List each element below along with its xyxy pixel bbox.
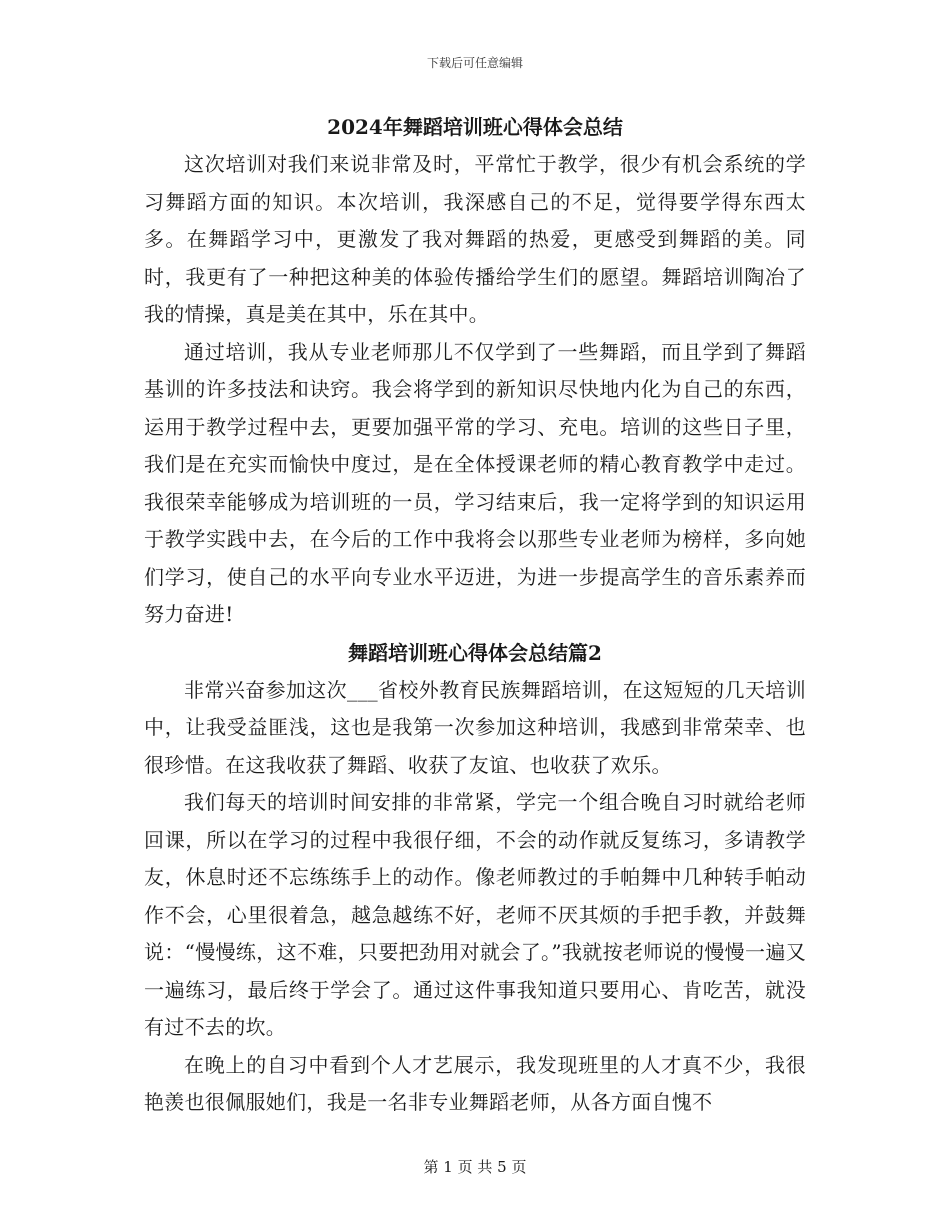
section-2-paragraph-3: 在晚上的自习中看到个人才艺展示，我发现班里的人才真不少，我很艳羡也很佩服她们，我是一名非专业舞蹈老师，从各方面自愧不 (144, 1052, 806, 1114)
section-1-title: 2024年舞蹈培训班心得体会总结 (327, 115, 623, 139)
section-1-paragraph-1: 这次培训对我们来说非常及时，平常忙于教学，很少有机会系统的学习舞蹈方面的知识。本次培训，我深感自己的不足，觉得要学得东西太多。在舞蹈学习中，更激发了我对舞蹈的热爱，更感受到舞蹈的美。同时，我更有了一种把这种美的体验传播给学生们的愿望。舞蹈培训陶冶了我的情操，真是美在其中，乐在其中。 (144, 152, 806, 326)
section-2-paragraph-1: 非常兴奋参加这次___省校外教育民族舞蹈培训，在这短短的几天培训中，让我受益匪浅，这也是我第一次参加这种培训，我感到非常荣幸、也很珍惜。在这我收获了舞蹈、收获了友谊、也收获了欢乐。 (144, 677, 806, 777)
section-1-paragraph-2: 通过培训，我从专业老师那儿不仅学到了一些舞蹈，而且学到了舞蹈基训的许多技法和诀窍。我会将学到的新知识尽快地内化为自己的东西，运用于教学过程中去，更要加强平常的学习、充电。培训的这些日子里，我们是在充实而愉快中度过，是在全体授课老师的精心教育教学中走过。我很荣幸能够成为培训班的一员，学习结束后，我一定将学到的知识运用于教学实践中去，在今后的工作中我将会以那些专业老师为榜样，多向她们学习，使自己的水平向专业水平迈进，为进一步提高学生的音乐素养而努力奋进! (144, 339, 806, 626)
document-body (144, 108, 806, 1122)
page-header-note: 下载后可任意编辑 (426, 56, 523, 70)
section-2-title: 舞蹈培训班心得体会总结篇2 (348, 640, 602, 665)
page-number-footer: 第 1 页 共 5 页 (423, 1158, 527, 1176)
section-2-paragraph-2: 我们每天的培训时间安排的非常紧，学完一个组合晚自习时就给老师回课，所以在学习的过程中我很仔细，不会的动作就反复练习，多请教学友，休息时还不忘练练手上的动作。像老师教过的手帕舞中几种转手帕动作不会，心里很着急，越急越练不好，老师不厌其烦的手把手教，并鼓舞说：“慢慢练，这不难，只要把劲用对就会了。”我就按老师说的慢慢一遍又一遍练习，最后终于学会了。通过这件事我知道只要用心、肯吃苦，就没有过不去的坎。 (144, 790, 806, 1039)
